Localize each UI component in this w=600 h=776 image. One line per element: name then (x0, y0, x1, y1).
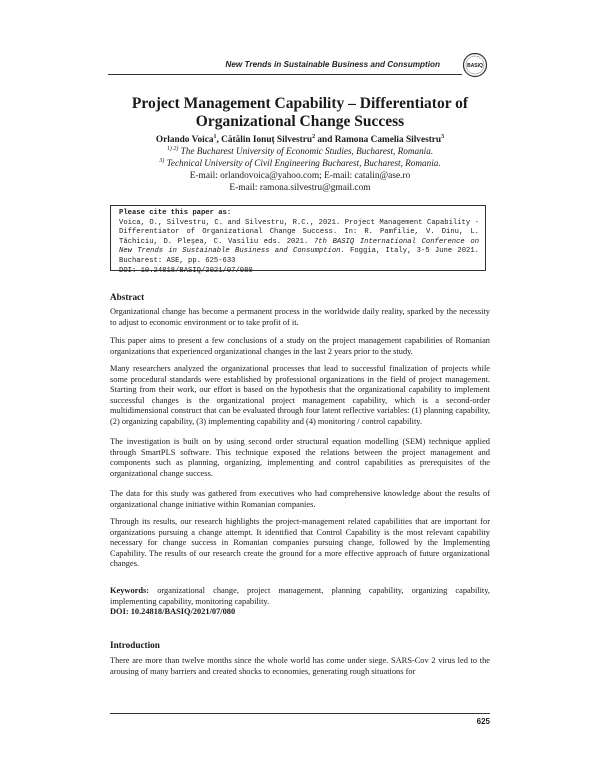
abstract-paragraph: The data for this study was gathered from executives who had comprehensive knowledge about the results of organizational change initiative within Romanian companies. (110, 489, 490, 509)
author-name: Ramona Camelia Silvestru (334, 135, 442, 146)
author-sup: 1 (213, 134, 217, 140)
keywords-label: Keywords: (110, 586, 150, 595)
basiq-logo-icon (462, 52, 488, 78)
abstract-paragraph: Through its results, our research highlights the project-management related capabilities that are important for organizations pursuing a change attempt. It identified that Control Capability is the most relevant capability necessary for change success in Romanian companies pursuing change, followed by the Implementing Capability. The results of our research create the ground for a more effective approach of future organizational changes. (110, 517, 490, 569)
page-footer (110, 713, 490, 726)
author-sup: 2 (312, 134, 316, 140)
paper-title: Project Management Capability – Differentiator of Organizational Change Success (131, 95, 469, 130)
introduction-heading: Introduction (110, 640, 160, 650)
affiliation (100, 146, 500, 156)
keywords (110, 586, 490, 607)
abstract-paragraph: The investigation is built on by using second order structural equation modelling (SEM) technique applied through SmartPLS software. This technique exposed the relations between the project management and components such as planning, organizing, implementing and control capabilities as prerequisites of the organizational change success. (110, 437, 490, 478)
affiliation-sup: 1) 2) (166, 146, 179, 152)
affiliation-text: The Bucharest University of Economic Studies, Bucharest, Romania. (178, 146, 434, 157)
abstract-paragraph: This paper aims to present a few conclusions of a study on the project management capabilities of Romanian organizations that experienced organizational changes in the last 2 years prior to the study. (110, 336, 490, 356)
citation-doi: DOI: 10.24818/BASIQ/2021/07/080 (119, 266, 253, 275)
author-name: Cătălin Ionuț Silvestru (221, 135, 313, 146)
abstract-paragraph: Many researchers analyzed the organizational processes that lead to successful finalization of projects while some procedural standards were established by professional organizations in the field of project management. Starting from their work, our effort is based on the hypothesis that the organizational capability to implement successful changes is the organizational project management capability, which is a second-order multidimensional construct that can be evaluated through four latent reflective variables: (1) planning capability, (2) organizing capability, (3) implementing capability and (4) monitoring / control capability. (110, 364, 490, 426)
abstract-heading: Abstract (110, 292, 145, 302)
affiliation-text: Technical University of Civil Engineering Bucharest, Bucharest, Romania. (164, 158, 441, 169)
logo-text: BASIQ (467, 63, 483, 69)
author-separator: , (216, 135, 222, 146)
introduction-paragraph: There are more than twelve months since the whole world has come under siege. SARS-Cov 2 virus led to the arousing of many barriers and created shocks to economies, generating rough situations for (110, 656, 490, 676)
affiliation (100, 158, 500, 168)
page-number: 625 (476, 717, 490, 726)
running-header (108, 58, 492, 80)
abstract-paragraph: Organizational change has become a permanent process in the worldwide daily reality, sparked by the necessity to adjust to economic environment or to take profit of it. (110, 307, 490, 327)
keywords-doi: DOI: 10.24818/BASIQ/2021/07/080 (110, 607, 236, 616)
email-line: E-mail: orlandovoica@yahoo.com; E-mail: catalin@ase.ro (189, 171, 411, 181)
citation-box (110, 205, 486, 275)
journal-title: New Trends in Sustainable Business and Consumption (225, 60, 440, 69)
author-list (100, 134, 500, 145)
header-rule (108, 74, 462, 75)
email-line: E-mail: ramona.silvestru@gmail.com (229, 183, 371, 193)
keywords-text: organizational change, project management, planning capability, organizing capability, implementing capability, monitoring capability. (110, 586, 490, 606)
citation-text: Voica, O., Silvestru, C. and Silvestru, R.C., 2021. Project Management Capability - Differentiator of Organizational Change Success. In: R. Pamfilie, V. Dinu, L. Tăchiciu, D. Pleşea, C. Vasiliu eds. 2021. 7th BASIQ International Conference on New Trends in Sustainable Business and Consumption. Foggia, Italy, 3-5 June 2021. Bucharest: ASE, pp. 625-633 (119, 218, 480, 265)
citation-heading: Please cite this paper as: (119, 209, 232, 217)
author-separator: and (315, 135, 335, 146)
affiliation-sup: 3) (159, 158, 165, 164)
author-sup: 3 (441, 134, 445, 140)
author-name: Orlando Voica (155, 135, 214, 146)
